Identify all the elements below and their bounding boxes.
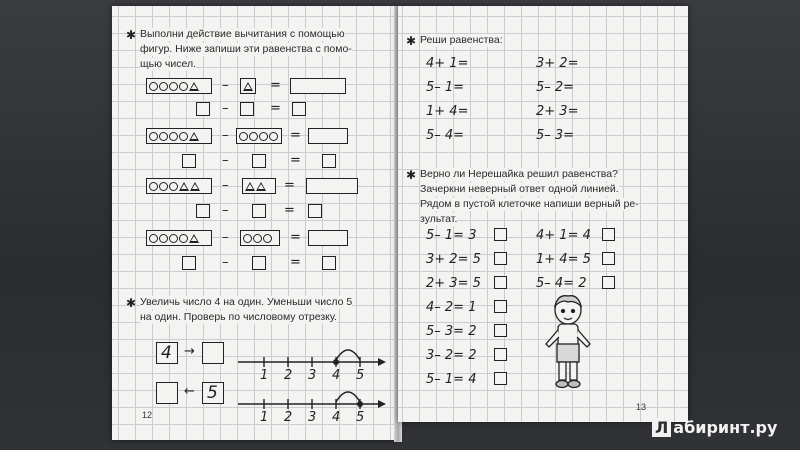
check-equation: 5– 4= 2 <box>536 276 587 291</box>
figure-set-2b <box>236 128 282 144</box>
tick-label: 4 <box>332 368 341 383</box>
number-box-4[interactable] <box>156 342 178 364</box>
circle-icon <box>169 132 178 141</box>
circle-icon <box>159 182 168 191</box>
number-box[interactable] <box>292 102 306 116</box>
minus-sign: – <box>222 153 229 168</box>
equation: 5– 3= <box>536 128 575 143</box>
check-equation: 1+ 4= 5 <box>536 252 591 267</box>
equation: 2+ 3= <box>536 104 579 119</box>
task1-text-line2: фигур. Ниже запиши эти равенства с помо- <box>140 43 352 55</box>
circle-icon <box>169 82 178 91</box>
arrow-left-icon: ← <box>184 384 195 399</box>
figure-set-1 <box>146 78 212 94</box>
answer-box[interactable] <box>494 324 507 337</box>
watermark-logo: Л абиринт.ру <box>652 418 777 437</box>
figure-set-1b <box>240 78 256 94</box>
answer-figure-box[interactable] <box>308 230 348 246</box>
page-number: 12 <box>142 410 153 420</box>
circle-icon <box>179 132 188 141</box>
triangle-icon <box>189 82 199 91</box>
answer-figure-box[interactable] <box>290 78 346 94</box>
minus-sign: – <box>222 78 229 93</box>
triangle-icon <box>245 182 255 191</box>
figure-set-4 <box>146 230 212 246</box>
circle-icon <box>159 82 168 91</box>
circle-icon <box>149 132 158 141</box>
equals-sign: = <box>290 255 301 270</box>
right-page <box>398 6 688 422</box>
minus-sign: – <box>222 178 229 193</box>
circle-icon <box>179 234 188 243</box>
equation: 4+ 1= <box>426 56 469 71</box>
answer-figure-box[interactable] <box>306 178 358 194</box>
triangle-icon <box>190 182 200 191</box>
equation: 5– 2= <box>536 80 575 95</box>
tick-label: 3 <box>308 410 317 425</box>
triangle-icon <box>256 182 266 191</box>
minus-sign: – <box>222 255 229 270</box>
number-box[interactable] <box>196 204 210 218</box>
task4-title: Верно ли Нерешайка решил равенства? <box>420 168 618 180</box>
answer-box[interactable] <box>494 348 507 361</box>
answer-box[interactable] <box>494 300 507 313</box>
triangle-icon <box>243 82 253 91</box>
answer-box[interactable] <box>202 342 224 364</box>
circle-icon <box>263 234 272 243</box>
number-box[interactable] <box>240 102 254 116</box>
task4-instruction-line1: Зачеркни неверный ответ одной линией. <box>420 183 619 195</box>
number-box[interactable] <box>182 154 196 168</box>
triangle-icon <box>189 234 199 243</box>
circle-icon <box>149 234 158 243</box>
equals-sign: = <box>270 101 281 116</box>
equation: 1+ 4= <box>426 104 469 119</box>
task3-title: Реши равенства: <box>420 34 503 46</box>
task-star-icon: ✱ <box>126 296 137 310</box>
circle-icon <box>269 132 278 141</box>
circle-icon <box>149 82 158 91</box>
task-star-icon: ✱ <box>406 34 417 48</box>
check-equation: 3– 2= 2 <box>426 348 477 363</box>
triangle-icon <box>179 182 189 191</box>
circle-icon <box>149 182 158 191</box>
task1-text-line1: Выполни действие вычитания с помощью <box>140 28 345 40</box>
answer-box[interactable] <box>494 276 507 289</box>
number-box[interactable] <box>322 154 336 168</box>
equals-sign: = <box>290 128 301 143</box>
boy-illustration <box>538 292 598 396</box>
equation: 5– 1= <box>426 80 465 95</box>
circle-icon <box>253 234 262 243</box>
tick-label: 1 <box>260 410 269 425</box>
check-equation: 5– 3= 2 <box>426 324 477 339</box>
tick-label: 1 <box>260 368 269 383</box>
equals-sign: = <box>270 78 281 93</box>
equals-sign: = <box>290 153 301 168</box>
number-box[interactable] <box>252 256 266 270</box>
figure-set-3 <box>146 178 212 194</box>
check-equation: 4+ 1= 4 <box>536 228 591 243</box>
equals-sign: = <box>284 178 295 193</box>
number-box[interactable] <box>252 154 266 168</box>
minus-sign: – <box>222 128 229 143</box>
figure-set-2 <box>146 128 212 144</box>
tick-label: 4 <box>332 410 341 425</box>
number-line-top <box>238 350 386 367</box>
minus-sign: – <box>222 203 229 218</box>
answer-box[interactable] <box>494 372 507 385</box>
circle-icon <box>259 132 268 141</box>
answer-box[interactable] <box>602 276 615 289</box>
circle-icon <box>243 234 252 243</box>
circle-icon <box>169 234 178 243</box>
minus-sign: – <box>222 230 229 245</box>
circle-icon <box>179 82 188 91</box>
arrow-right-icon: → <box>184 344 195 359</box>
number-box[interactable] <box>252 204 266 218</box>
number-box[interactable] <box>196 102 210 116</box>
triangle-icon <box>189 132 199 141</box>
handwritten-digit: 5 <box>207 383 218 403</box>
answer-box[interactable] <box>602 252 615 265</box>
figure-set-3b <box>242 178 276 194</box>
answer-box[interactable] <box>494 228 507 241</box>
circle-icon <box>249 132 258 141</box>
page-number: 13 <box>636 402 647 412</box>
tick-label: 5 <box>356 410 365 425</box>
answer-figure-box[interactable] <box>308 128 348 144</box>
circle-icon <box>159 132 168 141</box>
number-line-bottom <box>238 392 386 409</box>
task4-instruction-line2: Рядом в пустой клеточке напиши верный ре- <box>420 198 639 210</box>
task2-text-line1: Увеличь число 4 на один. Уменьши число 5 <box>140 296 353 308</box>
equation: 3+ 2= <box>536 56 579 71</box>
tick-label: 3 <box>308 368 317 383</box>
handwritten-digit: 4 <box>161 343 172 363</box>
circle-icon <box>239 132 248 141</box>
figure-set-4b <box>240 230 280 246</box>
equals-sign: = <box>290 230 301 245</box>
answer-box[interactable] <box>494 252 507 265</box>
task2-text-line2: на один. Проверь по числовому отрезку. <box>140 311 337 323</box>
task4-instruction-line3: зультат. <box>420 213 458 225</box>
minus-sign: – <box>222 101 229 116</box>
circle-icon <box>159 234 168 243</box>
tick-label: 2 <box>284 368 293 383</box>
check-equation: 3+ 2= 5 <box>426 252 481 267</box>
check-equation: 5– 1= 3 <box>426 228 477 243</box>
task-star-icon: ✱ <box>126 28 137 42</box>
check-equation: 5– 1= 4 <box>426 372 477 387</box>
check-equation: 2+ 3= 5 <box>426 276 481 291</box>
equals-sign: = <box>284 203 295 218</box>
equation: 5– 4= <box>426 128 465 143</box>
left-page <box>112 6 397 440</box>
number-box[interactable] <box>322 256 336 270</box>
answer-box[interactable] <box>602 228 615 241</box>
number-box[interactable] <box>308 204 322 218</box>
number-box-5[interactable] <box>202 382 224 404</box>
task-star-icon: ✱ <box>406 168 417 182</box>
tick-label: 5 <box>356 368 365 383</box>
number-box[interactable] <box>182 256 196 270</box>
circle-icon <box>169 182 178 191</box>
tick-label: 2 <box>284 410 293 425</box>
check-equation: 4– 2= 1 <box>426 300 477 315</box>
answer-box[interactable] <box>156 382 178 404</box>
task1-text-line3: щью чисел. <box>140 58 197 70</box>
